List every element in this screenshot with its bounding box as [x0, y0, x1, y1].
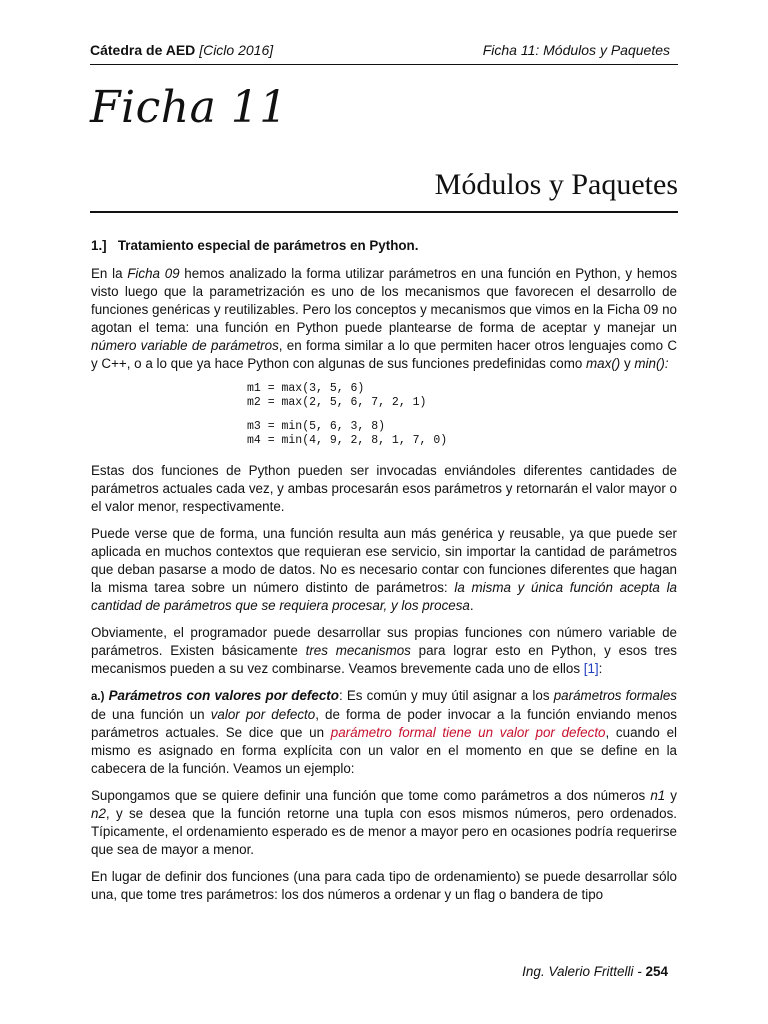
text-run-italic: max(): [586, 356, 621, 371]
document-body: [91, 237, 677, 913]
paragraph-single-function: En lugar de definir dos funciones (una para cada tipo de ordenamiento) se puede desarrollar sólo una, que tome tres parámetros: los dos números a ordenar y un flag o bandera de tipo: [91, 869, 677, 902]
course-cycle: [Ciclo 2016]: [199, 42, 274, 58]
text-run: , y se desea que la función retorne una tupla con esos mismos números, pero ordenados. Típicamente, el ordenamiento esperado es de menor a mayor pero en ocasiones podría requerirse que sea de mayor a menor.: [91, 806, 677, 857]
page-number: 254: [645, 964, 668, 979]
page-subtitle: Módulos y Paquetes: [434, 168, 678, 201]
text-run: de una función un: [91, 707, 211, 722]
header-divider: [90, 64, 678, 65]
term-heading: Parámetros con valores por defecto: [108, 688, 339, 703]
text-run: : Es común y muy útil asignar a los: [338, 688, 554, 703]
code-line: m4 = min(4, 9, 2, 8, 1, 7, 0): [247, 434, 448, 447]
paragraph-functions: Estas dos funciones de Python pueden ser invocadas enviándoles diferentes cantidades de parámetros actuales cada vez, y ambas procesarán esos parámetros y retornarán el valor mayor o el valor menor, respectivamente.: [91, 463, 677, 514]
code-line: m2 = max(2, 5, 6, 7, 2, 1): [247, 396, 427, 409]
text-run: , en forma similar a lo que permiten hacer otros lenguajes como C y C++, o a lo que ya hace Python con algunas de sus funciones predefinidas como: [91, 338, 677, 371]
code-blank-line: [247, 410, 677, 420]
text-run: Supongamos que se quiere definir una función que tome como parámetros a dos números: [91, 788, 651, 803]
reference-link[interactable]: [1]: [583, 661, 599, 676]
paragraph-generic: [91, 525, 677, 615]
text-run-italic: número variable de parámetros: [91, 338, 279, 353]
section-title: Tratamiento especial de parámetros en Python.: [117, 238, 419, 253]
section-number: 1.]: [91, 238, 107, 253]
footer-author: Ing. Valerio Frittelli: [522, 964, 634, 979]
section-heading: [91, 237, 677, 255]
page-footer: [522, 964, 668, 979]
code-block: [247, 382, 677, 448]
text-run: En la: [91, 266, 128, 281]
text-run: hemos analizado la forma utilizar parámetros en una función en Python, y hemos visto luego que la parametrización es uno de los mecanismos que favorecen el desarrollo de funciones genéricas y reutilizables. Pero los conceptos y mecanismos que vimos en la Ficha 09 no agotan el tema: una función en Python puede plantearse de forma de aceptar y manejar un: [91, 266, 678, 335]
text-run-italic: tres mecanismos: [305, 643, 411, 658]
text-run: y: [665, 788, 677, 803]
list-label: a.): [91, 691, 105, 703]
code-line: m1 = max(3, 5, 6): [247, 382, 365, 395]
text-run-italic: la misma y única función acepta la cantidad de parámetros que se requiera procesar, y los procesa: [91, 580, 678, 613]
course-name: Cátedra de AED: [90, 42, 196, 58]
text-run-italic: parámetros formales: [553, 688, 677, 703]
text-run: :: [598, 661, 603, 676]
footer-separator: -: [633, 964, 646, 979]
text-run: , de forma de poder invocar a la función enviando menos parámetros actuales. Se dice que un: [91, 707, 677, 740]
paragraph-mechanisms: [91, 624, 677, 678]
text-run: Puede verse que de forma, una función resulta aun más genérica y reusable, ya que puede ser aplicada en muchos contextos que requieran ese servicio, sin importar la cantidad de parámetros que deban pasarse a modo de datos. No es necesario contar con funciones diferentes que hagan la misma tarea sobre un número distinto de parámetros:: [91, 526, 677, 595]
text-run: .: [469, 598, 474, 613]
code-line: m3 = min(5, 6, 3, 8): [247, 420, 386, 433]
text-run-italic: min():: [634, 356, 669, 371]
text-run: , cuando el mismo es asignado en forma explícita con un valor en el momento en que se define en la cabecera de la función. Veamos un ejemplo:: [91, 725, 677, 776]
text-run: y: [620, 356, 635, 371]
paragraph-default-values: [91, 687, 677, 778]
paragraph-example: [91, 787, 677, 859]
text-run-italic: n2: [91, 806, 106, 821]
text-run: Obviamente, el programador puede desarrollar sus propias funciones con número variable de parámetros. Existen básicamente: [91, 625, 677, 658]
text-run-italic: valor por defecto: [210, 707, 316, 722]
text-run-italic: Ficha 09: [127, 266, 180, 281]
highlight-definition: parámetro formal tiene un valor por defecto: [330, 725, 606, 740]
paragraph-intro: [91, 265, 677, 373]
page-header-right: Ficha 11: Módulos y Paquetes: [482, 42, 670, 58]
text-run-italic: n1: [650, 788, 666, 803]
title-divider: [90, 211, 678, 213]
text-run: para lograr esto en Python, y esos tres mecanismos pueden a su vez combinarse. Veamos brevemente cada uno de ellos: [91, 643, 678, 676]
page-header-left: [90, 42, 273, 58]
page-title: Ficha 11: [90, 82, 288, 133]
